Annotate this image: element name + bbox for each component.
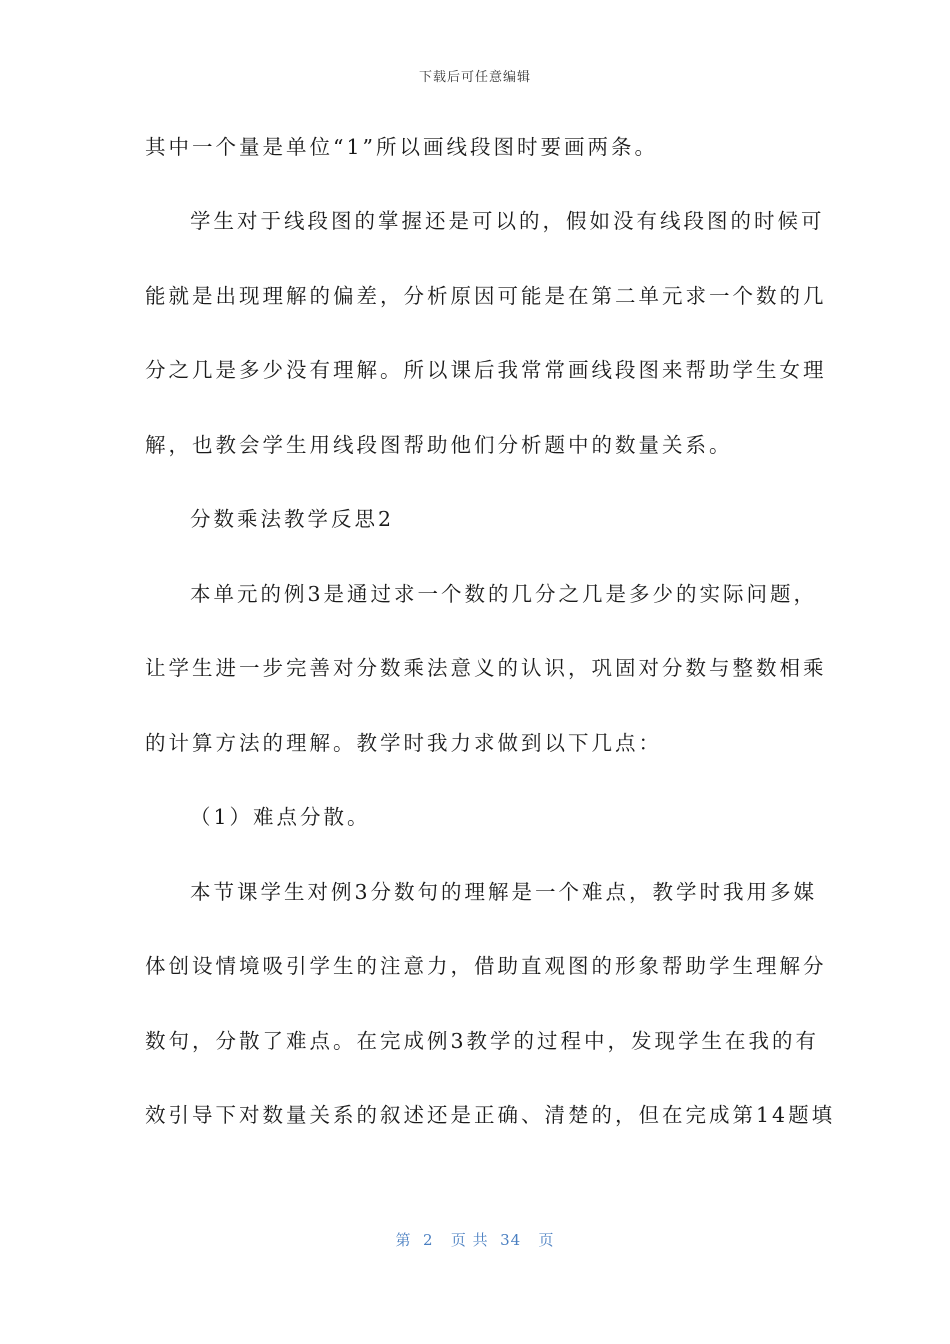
subheading: （1）难点分散。 — [190, 805, 371, 829]
body-line-12: 体创设情境吸引学生的注意力，借助直观图的形象帮助学生理解分 — [145, 954, 827, 978]
body-line-11: 本节课学生对例3分数句的理解是一个难点，教学时我用多媒 — [190, 880, 818, 904]
body-line-3: 能就是出现理解的偏差，分析原因可能是在第二单元求一个数的几 — [145, 284, 827, 308]
page-footer: 第 2 页 共 34 页 — [395, 1231, 555, 1249]
body-line-9: 的计算方法的理解。教学时我力求做到以下几点： — [145, 731, 662, 755]
body-line-1: 其中一个量是单位“1”所以画线段图时要画两条。 — [145, 135, 659, 159]
body-line-4: 分之几是多少没有理解。所以课后我常常画线段图来帮助学生女理 — [145, 358, 827, 382]
body-line-8: 让学生进一步完善对分数乘法意义的认识，巩固对分数与整数相乘 — [145, 656, 827, 680]
section-heading: 分数乘法教学反思2 — [190, 507, 395, 531]
page-header: 下载后可任意编辑 — [418, 70, 531, 85]
body-line-7: 本单元的例3是通过求一个数的几分之几是多少的实际问题， — [190, 582, 818, 606]
body-line-14: 效引导下对数量关系的叙述还是正确、清楚的，但在完成第14题填 — [145, 1103, 836, 1127]
body-line-13: 数句，分散了难点。在完成例3教学的过程中，发现学生在我的有 — [145, 1029, 820, 1053]
body-line-2: 学生对于线段图的掌握还是可以的，假如没有线段图的时候可 — [190, 209, 825, 233]
body-line-5: 解，也教会学生用线段图帮助他们分析题中的数量关系。 — [145, 433, 733, 457]
